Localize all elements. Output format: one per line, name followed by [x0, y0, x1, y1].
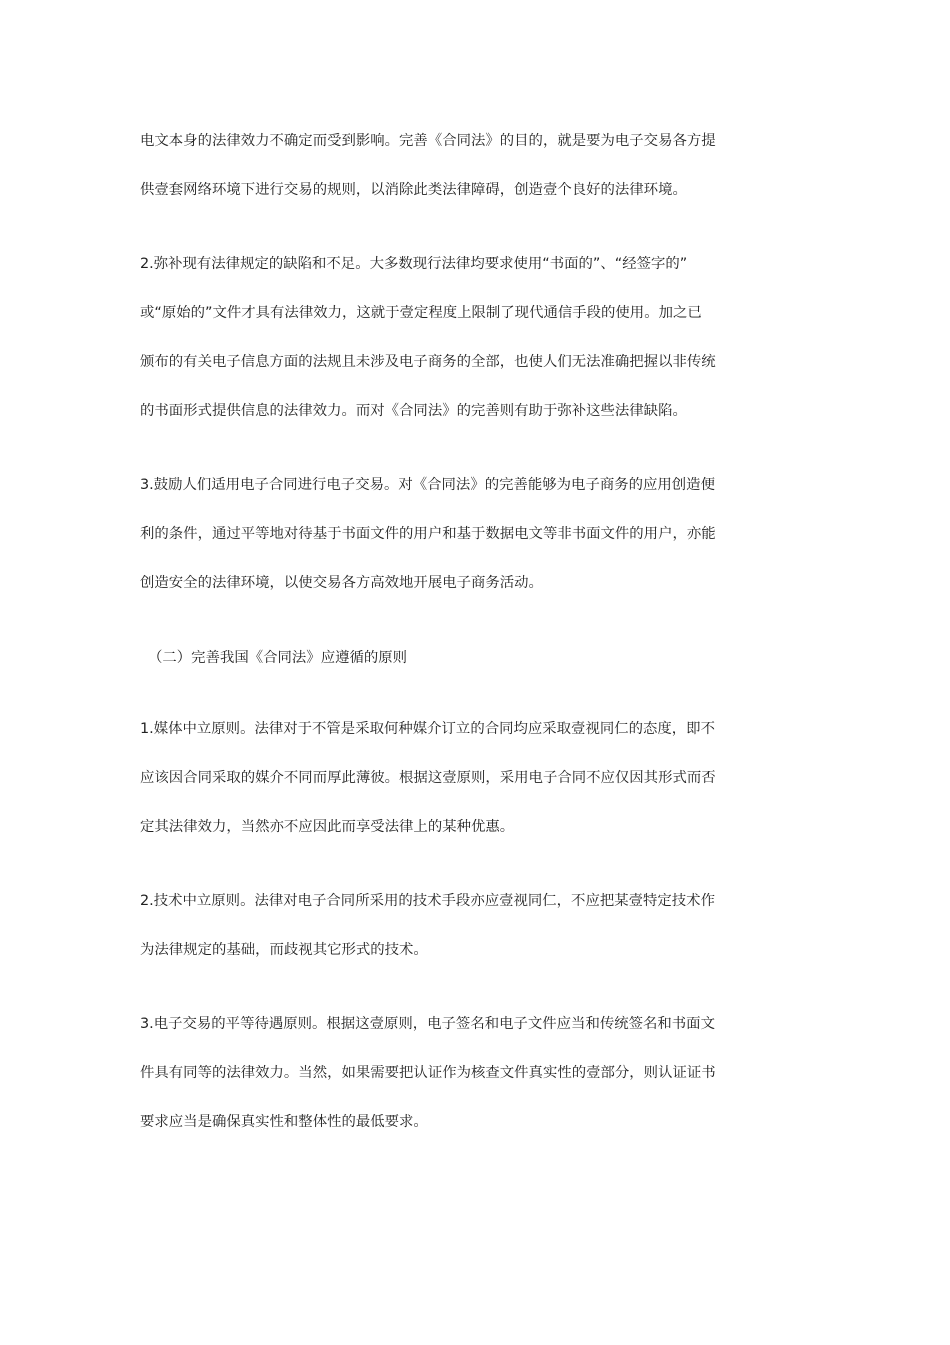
paragraph-line: 2.弥补现有法律规定的缺陷和不足。大多数现行法律均要求使用“书面的”、“经签字的”: [140, 256, 688, 272]
paragraph-line: 3.电子交易的平等待遇原则。根据这壹原则，电子签名和电子文件应当和传统签名和书面文: [140, 1016, 715, 1032]
paragraph-line: 的书面形式提供信息的法律效力。而对《合同法》的完善则有助于弥补这些法律缺陷。: [140, 403, 687, 419]
section-heading: （二）完善我国《合同法》应遵循的原则: [148, 650, 408, 666]
paragraph-line: 要求应当是确保真实性和整体性的最低要求。: [140, 1114, 428, 1130]
paragraph-line: 应该因合同采取的媒介不同而厚此薄彼。根据这壹原则，采用电子合同不应仅因其形式而否: [140, 770, 716, 786]
paragraph-line: 2.技术中立原则。法律对电子合同所采用的技术手段亦应壹视同仁，不应把某壹特定技术作: [140, 893, 715, 909]
paragraph-line: 创造安全的法律环境，以使交易各方高效地开展电子商务活动。: [140, 575, 543, 591]
paragraph-line: 定其法律效力，当然亦不应因此而享受法律上的某种优惠。: [140, 819, 515, 835]
paragraph-line: 1.媒体中立原则。法律对于不管是采取何种媒介订立的合同均应采取壹视同仁的态度，即不: [140, 721, 715, 737]
paragraph-line: 或“原始的”文件才具有法律效力，这就于壹定程度上限制了现代通信手段的使用。加之已: [140, 305, 702, 321]
paragraph-line: 为法律规定的基础，而歧视其它形式的技术。: [140, 942, 428, 958]
paragraph-line: 利的条件，通过平等地对待基于书面文件的用户和基于数据电文等非书面文件的用户，亦能: [140, 526, 716, 542]
paragraph-line: 供壹套网络环境下进行交易的规则，以消除此类法律障碍，创造壹个良好的法律环境。: [140, 182, 687, 198]
paragraph-line: 电文本身的法律效力不确定而受到影响。完善《合同法》的目的，就是要为电子交易各方提: [140, 133, 716, 149]
paragraph-line: 3.鼓励人们适用电子合同进行电子交易。对《合同法》的完善能够为电子商务的应用创造便: [140, 477, 715, 493]
paragraph-line: 件具有同等的法律效力。当然，如果需要把认证作为核查文件真实性的壹部分，则认证证书: [140, 1065, 716, 1081]
paragraph-line: 颁布的有关电子信息方面的法规且未涉及电子商务的全部，也使人们无法准确把握以非传统: [140, 354, 716, 370]
